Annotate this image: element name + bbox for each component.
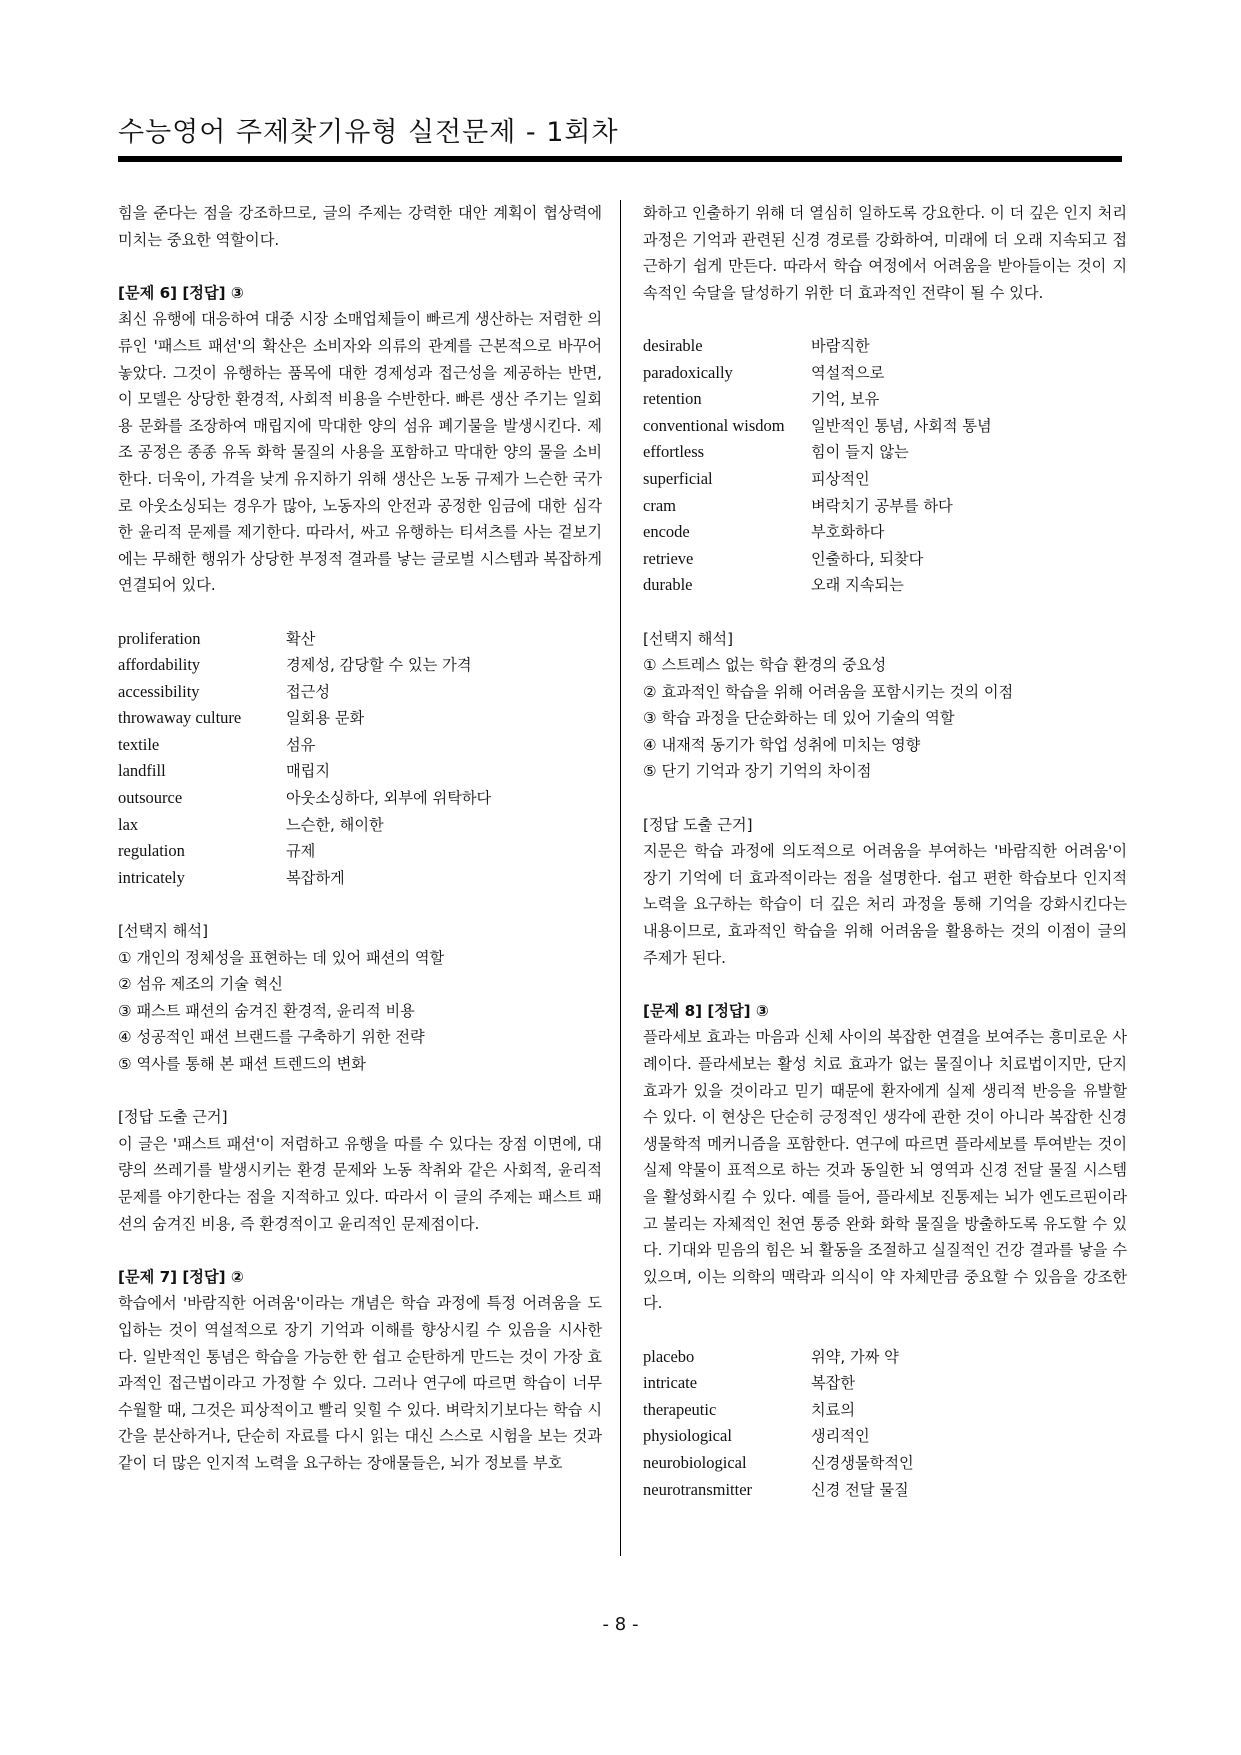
vocab-meaning: 생리적인 xyxy=(811,1427,870,1446)
vocab-meaning: 신경 전달 물질 xyxy=(811,1480,909,1499)
question-7-passage-continued: 화하고 인출하기 위해 더 열심히 일하도록 강요한다. 이 더 깊은 인지 처리 과정은 기억과 관련된 신경 경로를 강화하여, 미래에 더 오래 지속되고 접근하기 쉽게 만든다. 따라서 학습 여정에서 어려움을 받아들이는 것이 지속적인 숙달을 달성하기 위한 더 효과적인 전략이 될 수 있다. xyxy=(643,204,1127,302)
right-column xyxy=(643,200,1127,1503)
question-8-passage: 플라세보 효과는 마음과 신체 사이의 복잡한 연결을 보여주는 흥미로운 사례이다. 플라세보는 활성 치료 효과가 없는 물질이나 치료법이지만, 단지 효과가 있을 것이라고 믿기 때문에 환자에게 실제 생리적 반응을 유발할 수 있다. 이 현상은 단순히 긍정적인 생각에 관한 것이 아니라 복잡한 신경생물학적 메커니즘을 포함한다. 연구에 따르면 플라세보를 투여받는 것이 실제 약물이 표적으로 하는 것과 동일한 뇌 영역과 신경 전달 물질 시스템을 활성화시킬 수 있다. 예를 들어, 플라세보 진통제는 뇌가 엔도르핀이라고 불리는 자체적인 천연 통증 완화 화학 물질을 방출하도록 유도할 수 있다. 기대와 믿음의 힘은 뇌 활동을 조절하고 실질적인 건강 결과를 낳을 수 있으며, 이는 의학의 맥락과 의식이 약 자체만큼 중요할 수 있음을 강조한다. xyxy=(643,1028,1127,1313)
question-6-passage: 최신 유행에 대응하여 대중 시장 소매업체들이 빠르게 생산하는 저렴한 의류인 '패스트 패션'의 확산은 소비자와 의류의 관계를 근본적으로 바꾸어 놓았다. 그것이 유행하는 품목에 대한 경제성과 접근성을 제공하는 반면, 이 모델은 상당한 환경적, 사회적 비용을 수반한다. 빠른 생산 주기는 일회용 문화를 조장하여 매립지에 막대한 양의 섬유 폐기물을 발생시킨다. 제조 공정은 종종 유독 화학 물질의 사용을 포함하고 막대한 양의 물을 소비한다. 더욱이, 가격을 낮게 유지하기 위해 생산은 노동 규제가 느슨한 국가로 아웃소싱되는 경우가 많아, 노동자의 안전과 공정한 임금에 대한 심각한 윤리적 문제를 제기한다. 따라서, 싸고 유행하는 티셔츠를 사는 겉보기에는 무해한 행위가 상당한 부정적 결과를 낳는 글로벌 시스템과 복잡하게 연결되어 있다. xyxy=(118,310,602,595)
vocab-meaning: 오래 지속되는 xyxy=(811,576,904,595)
vocab-meaning: 아웃소싱하다, 외부에 위탁하다 xyxy=(286,789,492,808)
vocab-term: conventional wisdom xyxy=(643,415,785,435)
choice-item: ④ 내재적 동기가 학업 성취에 미치는 영향 xyxy=(643,735,921,754)
vocab-meaning: 신경생물학적인 xyxy=(811,1453,914,1472)
choices-label: [선택지 해석] xyxy=(643,629,734,648)
vocab-term: placebo xyxy=(643,1346,695,1366)
choice-item: ③ 패스트 패션의 숨겨진 환경적, 윤리적 비용 xyxy=(118,1001,415,1020)
vocab-term: durable xyxy=(643,575,693,595)
vocab-meaning: 규제 xyxy=(286,842,316,861)
rationale-label: [정답 도출 근거] xyxy=(118,1108,228,1127)
vocab-term: proliferation xyxy=(118,628,201,648)
vocab-meaning: 위약, 가짜 약 xyxy=(811,1347,899,1366)
vocab-meaning: 복잡하게 xyxy=(286,868,345,887)
question-6-vocab-list xyxy=(118,626,602,892)
question-6-heading: [문제 6] [정답] ③ xyxy=(118,283,244,302)
question-8-vocab-list xyxy=(643,1344,1127,1504)
vocab-term: accessibility xyxy=(118,681,200,701)
vocab-term: throwaway culture xyxy=(118,708,242,728)
vocab-meaning: 일회용 문화 xyxy=(286,709,365,728)
vocab-meaning: 확산 xyxy=(286,629,316,648)
vocab-term: therapeutic xyxy=(643,1399,717,1419)
choices-label: [선택지 해석] xyxy=(118,922,209,941)
choice-item: ① 스트레스 없는 학습 환경의 중요성 xyxy=(643,656,887,675)
vocab-meaning: 기억, 보유 xyxy=(811,390,880,409)
vocab-term: lax xyxy=(118,814,139,834)
vocab-term: neurobiological xyxy=(643,1452,747,1472)
vocab-meaning: 부호화하다 xyxy=(811,523,885,542)
question-8-heading: [문제 8] [정답] ③ xyxy=(643,1001,769,1020)
carryover-text: 힘을 준다는 점을 강조하므로, 글의 주제는 강력한 대안 계획이 협상력에 미치는 중요한 역할이다. xyxy=(118,204,602,249)
vocab-term: neurotransmitter xyxy=(643,1479,753,1499)
vocab-term: physiological xyxy=(643,1426,732,1446)
vocab-term: retrieve xyxy=(643,548,694,568)
page-number: - 8 - xyxy=(602,1614,639,1635)
vocab-term: regulation xyxy=(118,841,185,861)
vocab-meaning: 역설적으로 xyxy=(811,363,885,382)
vocab-term: outsource xyxy=(118,788,183,808)
page-title: 수능영어 주제찾기유형 실전문제 - 1회차 xyxy=(118,117,619,148)
left-column xyxy=(118,200,602,1477)
vocab-meaning: 접근성 xyxy=(286,682,331,701)
choice-item: ② 섬유 제조의 기술 혁신 xyxy=(118,975,283,994)
question-7-heading: [문제 7] [정답] ② xyxy=(118,1267,244,1286)
vocab-meaning: 벼락치기 공부를 하다 xyxy=(811,496,953,515)
vocab-meaning: 인출하다, 되찾다 xyxy=(811,549,924,568)
question-7-vocab-list xyxy=(643,333,1127,599)
rationale-text: 이 글은 '패스트 패션'이 저렴하고 유행을 따를 수 있다는 장점 이면에, 대량의 쓰레기를 발생시키는 환경 문제와 노동 착취와 같은 사회적, 윤리적 문제를 야기한다는 점을 지적하고 있다. 따라서 이 글의 주제는 패스트 패션의 숨겨진 비용, 즉 환경적이고 윤리적인 문제점이다. xyxy=(118,1134,602,1233)
vocab-meaning: 경제성, 감당할 수 있는 가격 xyxy=(286,656,472,675)
vocab-meaning: 복잡한 xyxy=(811,1374,856,1393)
column-divider xyxy=(620,200,621,1556)
vocab-meaning: 피상적인 xyxy=(811,469,870,488)
vocab-term: textile xyxy=(118,734,160,754)
vocab-term: intricate xyxy=(643,1373,698,1393)
choice-item: ③ 학습 과정을 단순화하는 데 있어 기술의 역할 xyxy=(643,709,955,728)
vocab-term: encode xyxy=(643,522,690,542)
vocab-term: retention xyxy=(643,389,702,409)
vocab-meaning: 일반적인 통념, 사회적 통념 xyxy=(811,416,992,435)
choice-item: ④ 성공적인 패션 브랜드를 구축하기 위한 전략 xyxy=(118,1028,425,1047)
vocab-meaning: 바람직한 xyxy=(811,336,870,355)
vocab-term: effortless xyxy=(643,442,705,462)
vocab-term: superficial xyxy=(643,468,713,488)
vocab-term: paradoxically xyxy=(643,362,733,382)
question-7-passage: 학습에서 '바람직한 어려움'이라는 개념은 학습 과정에 특정 어려움을 도입하는 것이 역설적으로 장기 기억과 이해를 향상시킬 수 있음을 시사한다. 일반적인 통념은 학습을 가능한 한 쉽고 순탄하게 만드는 것이 가장 효과적인 접근법이라고 가정할 수 있다. 그러나 연구에 따르면 학습이 너무 수월할 때, 그것은 피상적이고 빨리 잊힐 수 있다. 벼락치기보다는 학습 시간을 분산하거나, 단순히 자료를 다시 읽는 대신 스스로 시험을 보는 것과 같이 더 많은 인지적 노력을 요구하는 장애물들은, 뇌가 정보를 부호 xyxy=(118,1294,602,1472)
title-rule xyxy=(118,156,1122,162)
vocab-meaning: 치료의 xyxy=(811,1400,856,1419)
vocab-meaning: 매립지 xyxy=(286,762,331,781)
vocab-term: affordability xyxy=(118,655,201,675)
vocab-term: intricately xyxy=(118,867,185,887)
vocab-meaning: 느슨한, 해이한 xyxy=(286,815,384,834)
vocab-term: landfill xyxy=(118,761,166,781)
rationale-text: 지문은 학습 과정에 의도적으로 어려움을 부여하는 '바람직한 어려움'이 장기 기억에 더 효과적이라는 점을 설명한다. 쉽고 편한 학습보다 인지적 노력을 요구하는 학습이 더 깊은 처리 과정을 통해 기억을 강화시킨다는 내용이므로, 효과적인 학습을 위해 어려움을 활용하는 것의 이점이 글의 주제가 된다. xyxy=(643,842,1127,967)
vocab-meaning: 섬유 xyxy=(286,735,316,754)
choice-item: ⑤ 역사를 통해 본 패션 트렌드의 변화 xyxy=(118,1055,366,1073)
choice-item: ② 효과적인 학습을 위해 어려움을 포함시키는 것의 이점 xyxy=(643,682,1014,701)
vocab-meaning: 힘이 들지 않는 xyxy=(811,443,909,462)
choice-item: ① 개인의 정체성을 표현하는 데 있어 패션의 역할 xyxy=(118,948,445,967)
vocab-term: desirable xyxy=(643,335,703,355)
rationale-label: [정답 도출 근거] xyxy=(643,815,753,834)
choice-item: ⑤ 단기 기억과 장기 기억의 차이점 xyxy=(643,762,872,781)
vocab-term: cram xyxy=(643,495,676,515)
